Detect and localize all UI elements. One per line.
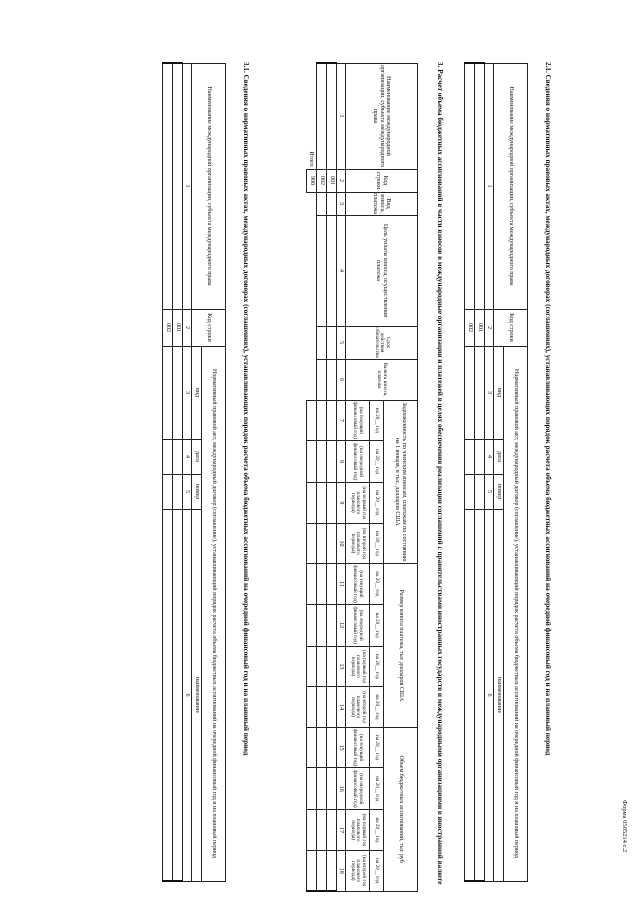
col-number-header: номер: [192, 474, 202, 509]
year-prefix: на 20__ год: [370, 810, 384, 851]
num-cell: 7: [337, 400, 346, 441]
col-code-header: Код строки: [192, 309, 226, 346]
table-row: [163, 63, 173, 881]
year-prefix: на 20__ год: [370, 687, 384, 727]
col-act-header: Нормативный правовой акт, международный договор (соглашение), устанавливающий порядок расчета объема бюджетных ассигнований на очередной финансовый год и на плановый период: [504, 346, 528, 881]
year-current: (на текущий финансовый год): [346, 400, 370, 441]
table-row: [475, 63, 485, 881]
year-first: (на первый год планового периода): [346, 482, 370, 523]
col-org-header: Наименование международной организации, субъекта международного права: [346, 63, 418, 169]
col-name-header: наименование: [494, 509, 504, 881]
row-code: 001: [173, 309, 183, 346]
row-code: 001: [327, 169, 337, 192]
num-cell: 15: [337, 727, 346, 768]
col-kind-header: Вид взноса, платежа: [346, 192, 418, 215]
year-next: (на очередной финансовый год): [346, 441, 370, 483]
col-term-header: Срок действия обязательства: [346, 326, 418, 359]
year-prefix: на 20__ год: [370, 564, 384, 605]
col-kind-header: вид: [494, 346, 504, 439]
row-code: 001: [475, 309, 485, 346]
num-cell: 8: [337, 441, 346, 483]
num-cell: 6: [485, 509, 494, 881]
col-kind-header: вид: [192, 346, 202, 439]
num-cell: 9: [337, 482, 346, 523]
num-cell: 18: [337, 851, 346, 892]
num-cell: 5: [183, 474, 192, 509]
year-second: (на второй год планового периода): [346, 851, 370, 892]
year-next: (на очередной финансовый год): [346, 768, 370, 810]
table-row: [317, 63, 327, 891]
total-code: 900: [307, 169, 317, 192]
row-code: 002: [317, 169, 327, 192]
year-second: (на второй год планового периода): [346, 687, 370, 727]
num-cell: 11: [337, 564, 346, 605]
section-3-title: 3. Расчет объема бюджетных ассигнований в части взносов в международные организации и платежей в целях обеспечения реализации соглашений с правительствами иностранных государств и международными организациями в иностранной валюте: [436, 62, 444, 885]
section-3-1-title: 3.1. Сведения о нормативных правовых актах, международных договорах (соглашениях), устанавливающих порядок расчета объема бюджетных ассигнований на очередной финансовый год и на плановый период: [242, 62, 250, 756]
col-org-header: Наименование международной организации, субъекта международного права: [494, 63, 528, 309]
section-2-1-title: 2.1. Сведения о нормативных правовых актах, международных договорах (соглашениях), устанавливающих порядок расчета объема бюджетных ассигнований на очередной финансовый год и на плановый период: [544, 62, 552, 756]
col-date-header: дата: [192, 439, 202, 474]
year-first: (на первый год планового периода): [346, 646, 370, 687]
num-cell: 1: [183, 63, 192, 309]
col-debt-header: Задолженность по членским взносам, платежам по состоянию на 1 января, в тыс. долларов США: [384, 400, 418, 564]
col-act-header: Нормативный правовой акт, международный договор (соглашение), устанавливающий порядок расчета объема бюджетных ассигнований на очередной финансовый год и на плановый период: [202, 346, 226, 881]
table-row: [173, 63, 183, 881]
num-cell: 6: [183, 509, 192, 881]
section-3-1-table: [162, 62, 226, 882]
column-numbers-row: [337, 63, 346, 891]
num-cell: 17: [337, 810, 346, 851]
col-org-header: Наименование международной организации, субъекта международного права: [192, 63, 226, 309]
num-cell: 3: [337, 192, 346, 215]
year-prefix: на 20__ год: [370, 400, 384, 441]
num-cell: 3: [183, 346, 192, 439]
row-code: 002: [163, 309, 173, 346]
row-code: 002: [465, 309, 475, 346]
num-cell: 2: [183, 309, 192, 346]
year-prefix: на 20__ год: [370, 646, 384, 687]
col-name-header: наименование: [192, 509, 202, 881]
col-purpose-header: Цель уплаты взноса, осуществления платежа: [346, 215, 418, 326]
num-cell: 6: [337, 359, 346, 400]
col-volume-header: Объем бюджетных ассигнований, тыс руб: [384, 727, 418, 891]
year-prefix: на 20__ год: [370, 441, 384, 483]
num-cell: 2: [485, 309, 494, 346]
table-row: [465, 63, 475, 881]
num-cell: 4: [485, 439, 494, 474]
col-date-header: дата: [494, 439, 504, 474]
year-prefix: на 20__ год: [370, 523, 384, 563]
total-label: Итого: [308, 151, 315, 167]
year-first: (на первый год планового периода): [346, 810, 370, 851]
year-prefix: на 20__ год: [370, 482, 384, 523]
year-prefix: на 20__ год: [370, 851, 384, 892]
year-current: (на текущий финансовый год): [346, 727, 370, 768]
num-cell: 5: [337, 326, 346, 359]
form-label: Форма 0505214 с.2: [621, 800, 628, 853]
table-row: [327, 63, 337, 891]
col-currency-header: Валюта взноса, платежа: [346, 359, 418, 400]
year-prefix: на 20__ год: [370, 768, 384, 810]
section-2-1-table: [464, 62, 528, 882]
section-3-table: [306, 62, 418, 892]
num-cell: 13: [337, 646, 346, 687]
col-size-header: Размер взноса платежа, тыс долларов США: [384, 564, 418, 728]
col-code-header: Код строки: [346, 169, 418, 192]
year-next: (на очередной финансовый год): [346, 604, 370, 646]
num-cell: 12: [337, 604, 346, 646]
year-prefix: на 20__ год: [370, 604, 384, 646]
year-current: (на текущий финансовый год): [346, 564, 370, 605]
col-number-header: номер: [494, 474, 504, 509]
num-cell: 14: [337, 687, 346, 727]
num-cell: 4: [337, 215, 346, 326]
num-cell: 1: [337, 63, 346, 169]
col-code-header: Код строки: [494, 309, 528, 346]
num-cell: 16: [337, 768, 346, 810]
num-cell: 4: [183, 439, 192, 474]
num-cell: 3: [485, 346, 494, 439]
num-cell: 2: [337, 169, 346, 192]
total-row: [307, 63, 317, 891]
year-second: (на второй год планового периода): [346, 523, 370, 563]
num-cell: 1: [485, 63, 494, 309]
num-cell: 5: [485, 474, 494, 509]
year-prefix: на 20__ год: [370, 727, 384, 768]
num-cell: 10: [337, 523, 346, 563]
